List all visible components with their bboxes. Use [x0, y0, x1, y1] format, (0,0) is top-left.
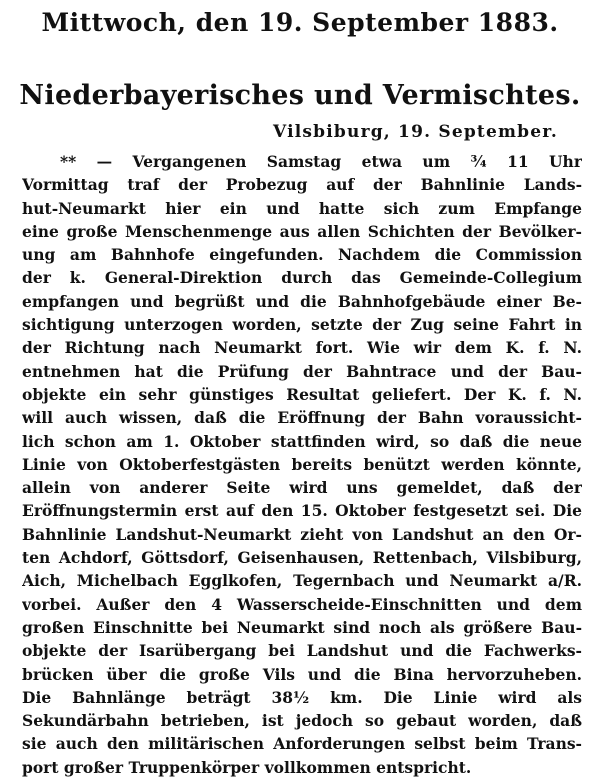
article-line: Sekundärbahn betrieben, ist jedoch so gebaut worden, daß [22, 711, 582, 731]
article-line: Die Bahnlänge beträgt 38½ km. Die Linie wird als [22, 687, 582, 707]
article-line: der k. General-Direktion durch das Gemeinde-Collegium [22, 268, 582, 288]
article-line: allein von anderer Seite wird uns gemeldet, daß der [22, 478, 582, 498]
article-line: Aich, Michelbach Egglkofen, Tegernbach und Neumarkt a/R. [22, 571, 582, 591]
issue-dateline: Mittwoch, den 19. September 1883. [41, 8, 559, 37]
article-line: vorbei. Außer den 4 Wasserscheide-Einschnitten und dem [22, 594, 582, 614]
article-line: ** — Vergangenen Samstag etwa um ¾ 11 Uhr [60, 152, 582, 171]
article-line: der Richtung nach Neumarkt fort. Wie wir dem K. f. N. [22, 338, 582, 358]
article-line: sichtigung unterzogen worden, setzte der Zug seine Fahrt in [22, 315, 582, 335]
article-line: objekte der Isarübergang bei Landshut und die Fachwerks- [22, 641, 582, 661]
article-line: eine große Menschenmenge aus allen Schichten der Bevölker- [22, 221, 582, 241]
article-line: lich schon am 1. Oktober stattfinden wird, so daß die neue [22, 431, 582, 451]
article-line: ung am Bahnhofe eingefunden. Nachdem die Commission [22, 245, 582, 265]
article-line: Vormittag traf der Probezug auf der Bahnlinie Lands- [22, 175, 582, 195]
article-line: hut-Neumarkt hier ein und hatte sich zum Empfange [22, 198, 582, 218]
article-line: entnehmen hat die Prüfung der Bahntrace und der Bau- [22, 361, 582, 381]
article-line: sie auch den militärischen Anforderungen selbst beim Trans- [22, 734, 582, 754]
article-line: großen Einschnitte bei Neumarkt sind noch als größere Bau- [22, 617, 582, 637]
article-line: Eröffnungstermin erst auf den 15. Oktober festgesetzt sei. Die [22, 501, 582, 521]
article-line: empfangen und begrüßt und die Bahnhofgebäude einer Be- [22, 291, 582, 311]
article-line: objekte ein sehr günstiges Resultat geliefert. Der K. f. N. [22, 384, 582, 404]
article-line: ten Achdorf, Göttsdorf, Geisenhausen, Rettenbach, Vilsbiburg, [22, 548, 582, 568]
article-place-date: Vilsbiburg, 19. September. [273, 122, 558, 142]
article-line: Bahnlinie Landshut-Neumarkt zieht von Landshut an den Or- [22, 524, 582, 544]
article-line: port großer Truppenkörper vollkommen entspricht. [22, 757, 472, 777]
section-title: Niederbayerisches und Vermischtes. [19, 80, 581, 111]
article-line: will auch wissen, daß die Eröffnung der Bahn voraussicht- [22, 408, 582, 428]
article-body [22, 150, 582, 779]
article-line: Linie von Oktoberfestgästen bereits benützt werden könnte, [22, 454, 582, 474]
article-line: brücken über die große Vils und die Bina hervorzuheben. [22, 664, 582, 684]
